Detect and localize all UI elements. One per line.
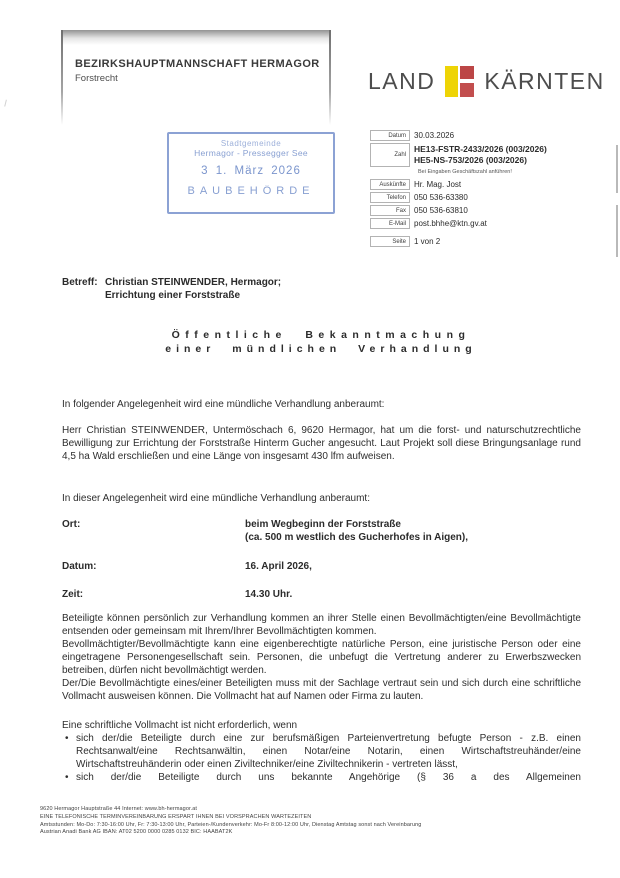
logo-red-square-bottom	[460, 83, 474, 97]
paragraph-representation	[62, 612, 581, 703]
seite-value: 1 von 2	[414, 237, 441, 246]
zahl-note: Bei Eingaben Geschäftszahl anführen!	[418, 169, 512, 175]
ort-value-1: beim Wegbeginn der Forststraße	[245, 519, 401, 530]
logo-red-square-top	[460, 66, 474, 80]
fold-mark-top	[616, 145, 618, 193]
meta-row-seite	[370, 236, 615, 247]
vollmacht-intro: Eine schriftliche Vollmacht ist nicht erforderlich, wenn	[62, 720, 298, 731]
hearing-row-zeit	[62, 588, 581, 601]
stamp-town: Hermagor - Pressegger See	[194, 148, 308, 158]
footer-address: 9620 Hermagor Hauptstraße 44 Internet: www.bh-hermagor.at	[40, 806, 198, 812]
fax-label: Fax	[370, 205, 410, 216]
logo-yellow-bar	[445, 66, 458, 97]
paragraph-hearing-intro: In dieser Angelegenheit wird eine mündliche Verhandlung anberaumt:	[62, 493, 370, 504]
announcement-line-1: Öffentliche Bekanntmachung	[171, 329, 471, 341]
fold-mark-bottom	[616, 205, 618, 257]
land-kaernten-logo	[368, 64, 605, 98]
subject-label: Betreff:	[62, 277, 98, 288]
sender-window	[62, 30, 330, 122]
meta-row-auskuenfte	[370, 179, 615, 190]
subject-line-1: Christian STEINWENDER, Hermagor;	[105, 277, 282, 288]
kaernten-coat-icon	[445, 66, 474, 97]
telefon-label: Telefon	[370, 192, 410, 203]
subject-text	[105, 276, 281, 302]
meta-row-email	[370, 218, 615, 229]
list-item: • sich der/die Beteiligte durch eine zur berufsmäßigen Parteienvertretung befugte Person - z.B. einen Rechtsanwalt/eine Rechtsanwältin, einen Notar/eine Notarin, einen Wirtschaftstreuhänder/eine Wirtschaftstreuhänderin oder einen Ziviltechniker/eine Ziviltechnikerin - vertreten lässt,	[62, 732, 581, 771]
meta-row-telefon	[370, 192, 615, 203]
logo-red-squares	[460, 66, 474, 97]
seite-label: Seite	[370, 236, 410, 247]
window-right-line	[329, 30, 331, 125]
fax-value: 050 536-63810	[414, 206, 468, 215]
authority-name: BEZIRKSHAUPTMANNSCHAFT HERMAGOR	[75, 58, 320, 70]
hearing-row-ort	[62, 518, 581, 544]
hearing-details	[62, 518, 581, 601]
ort-label: Ort:	[62, 519, 81, 530]
representation-part-1: Beteiligte können persönlich zur Verhandlung kommen an ihrer Stelle einen Bevollmächtigten/eine Bevollmächtigte entsenden oder gemeinsam mit Ihrem/Ihrer Bevollmächtigten kommen.	[62, 613, 581, 637]
paragraph-intro: In folgender Angelegenheit wird eine mündliche Verhandlung anberaumt:	[62, 399, 385, 410]
vollmacht-exceptions	[62, 719, 581, 784]
zahl-label: Zahl	[370, 143, 410, 167]
paragraph-project: Herr Christian STEINWENDER, Untermöschach 6, 9620 Hermagor, hat um die forst- und naturschutzrechtliche Bewilligung zur Errichtung der Forststraße Hinterm Gucher angesucht. Laut Projekt soll diese Bringungsanlage rund 4,5 ha Wald erschließen und eine Länge von insgesamt 430 lfm aufweisen.	[62, 425, 581, 462]
datum-value: 30.03.2026	[414, 131, 455, 140]
meta-row-fax	[370, 205, 615, 216]
ort-value-2: (ca. 500 m westlich des Gucherhofes in Aigen),	[245, 532, 469, 543]
footer-notice: EINE TELEFONISCHE TERMINVEREINBARUNG ERSPART IHNEN BEI VORSPRACHEN WARTEZEITEN	[40, 813, 312, 820]
datum-label: Datum	[370, 130, 410, 141]
meta-row-zahl	[370, 143, 615, 167]
meta-row-datum	[370, 130, 615, 141]
zahl-value-1: HE13-FSTR-2433/2026 (003/2026)	[414, 144, 547, 154]
footer-hours: Amtsstunden: Mo-Do: 7:30-16:00 Uhr, Fr: 7:30-13:00 Uhr, Parteien-/Kundenverkehr: Mo-Fr 8:00-12:00 Uhr, Dienstag Amtstag sonst nach Vereinbarung	[40, 821, 422, 828]
hearing-datum-value: 16. April 2026,	[245, 561, 312, 572]
department-name: Forstrecht	[75, 73, 118, 84]
representation-part-2: Bevollmächtigter/Bevollmächtigte kann eine eigenberechtigte natürliche Person, eine juristische Person oder eine eingetragene Personengesellschaft sein. Personen, die unbefugt die Vertretung anderer zu Erwerbszwecken betreiben, dürfen nicht bevollmächtigt werden.	[62, 639, 581, 676]
stamp-municipality: Stadtgemeinde	[220, 139, 282, 148]
announcement-heading	[62, 329, 580, 355]
subject-block	[62, 276, 281, 302]
letter-meta	[370, 130, 615, 249]
scan-edge-artifact	[4, 100, 10, 108]
footer-bank: Austrian Anadi Bank AG IBAN: AT02 5200 0000 0285 0132 BIC: HAABAT2K	[40, 829, 233, 836]
stamp-date: 3 1. März 2026	[201, 165, 301, 177]
ort-value	[245, 518, 468, 544]
auskuenfte-value: Hr. Mag. Jost	[414, 180, 462, 189]
zeit-value: 14.30 Uhr.	[245, 589, 293, 600]
representation-part-3: Der/Die Bevollmächtigte eines/einer Beteiligten muss mit der Sachlage vertraut sein und sich durch eine schriftliche Vollmacht ausweisen können. Die Vollmacht hat auf Namen oder Firma zu lauten.	[62, 678, 581, 702]
telefon-value: 050 536-63380	[414, 193, 468, 202]
zeit-label: Zeit:	[62, 589, 84, 600]
window-left-line	[61, 30, 63, 125]
municipality-stamp	[167, 132, 335, 214]
hearing-row-datum	[62, 560, 581, 573]
email-label: E-Mail	[370, 218, 410, 229]
announcement-line-2: einer mündlichen Verhandlung	[165, 343, 477, 355]
stamp-authority: BAUBEHÖRDE	[187, 185, 315, 197]
hearing-datum-label: Datum:	[62, 561, 97, 572]
list-item: • sich der/die Beteiligte durch uns bekannte Angehörige (§ 36 a des Allgemeinen	[62, 771, 581, 784]
logo-word-land: LAND	[368, 67, 436, 94]
zahl-value-2: HE5-NS-753/2026 (003/2026)	[414, 155, 527, 165]
subject-line-2: Errichtung einer Forststraße	[105, 290, 241, 301]
logo-word-kaernten: KÄRNTEN	[484, 67, 605, 94]
auskuenfte-label: Auskünfte	[370, 179, 410, 190]
email-value: post.bhhe@ktn.gv.at	[414, 219, 487, 228]
letter-footer	[40, 806, 580, 837]
scan-shadow	[62, 30, 330, 45]
zahl-value	[414, 143, 547, 166]
